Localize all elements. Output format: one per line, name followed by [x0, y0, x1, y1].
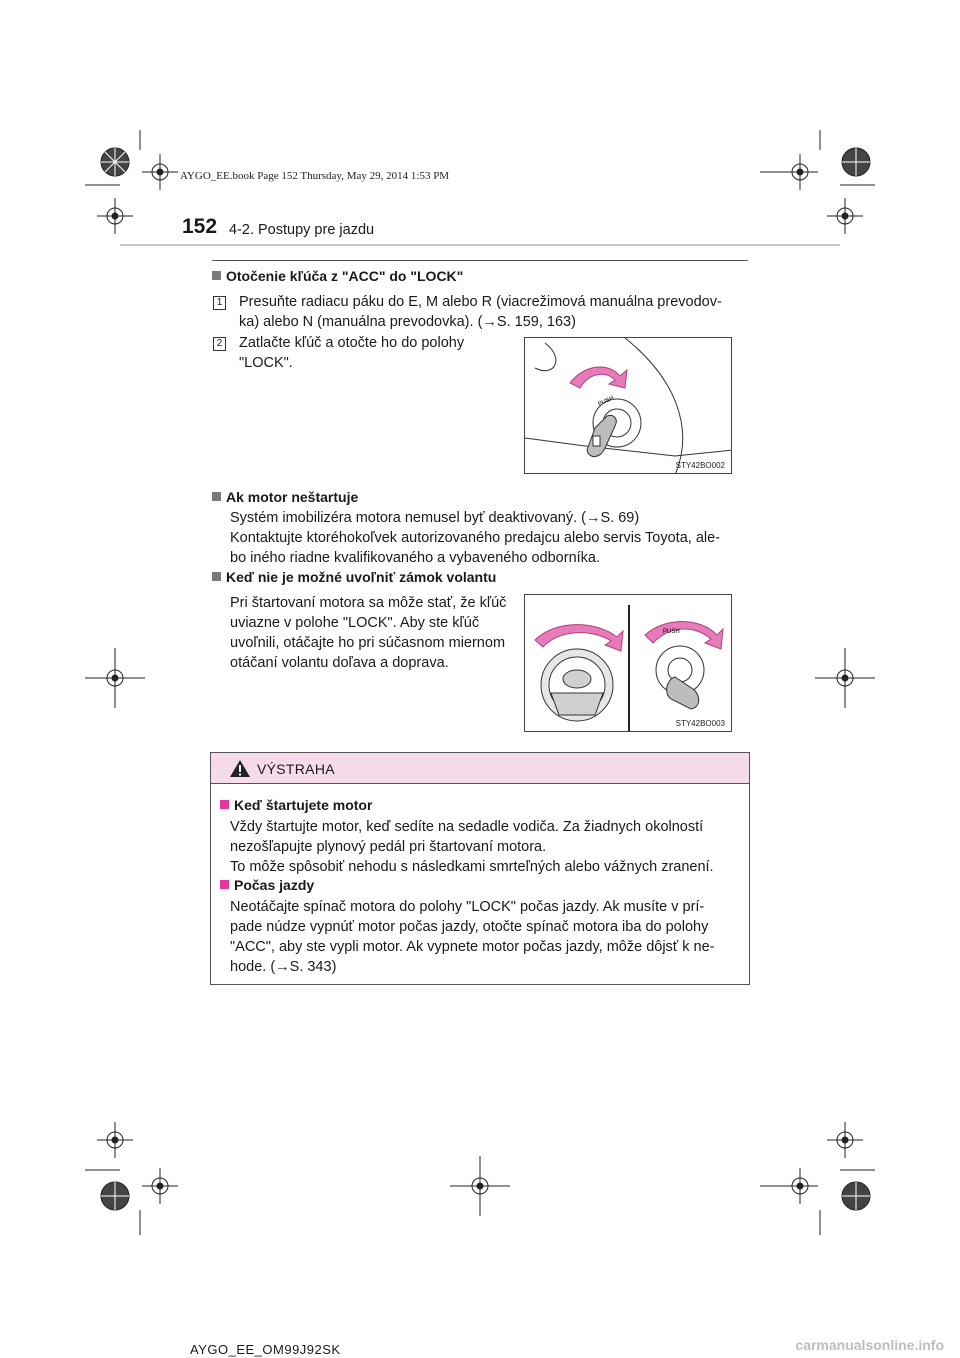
warning-item-1-heading: Keď štartujete motor — [220, 797, 372, 813]
footer-doc-code: AYGO_EE_OM99J92SK — [190, 1342, 341, 1357]
watermark: carmanualsonline.info — [795, 1337, 944, 1353]
figure-steering-wheel — [524, 594, 732, 732]
section-rule — [212, 260, 748, 261]
warning-triangle-icon — [229, 759, 251, 778]
figure-1-code: STY42BO002 — [675, 461, 725, 470]
key-turn-illustration — [525, 338, 732, 474]
figure-key-turn — [524, 337, 732, 474]
steering-wheel-illustration — [525, 595, 732, 732]
figure-2-push-label: PUSH — [663, 629, 680, 635]
bullet-square-icon — [212, 492, 221, 501]
step-1-number: 1 — [213, 296, 226, 310]
book-header: AYGO_EE.book Page 152 Thursday, May 29, 2014 1:53 PM — [180, 170, 450, 182]
warning-item-2-heading: Počas jazdy — [220, 877, 314, 893]
steering-lock-heading: Keď nie je možné uvoľniť zámok volantu — [212, 569, 496, 585]
warning-box — [210, 752, 750, 985]
acc-lock-heading: Otočenie kľúča z "ACC" do "LOCK" — [212, 268, 463, 284]
bullet-square-icon — [212, 271, 221, 280]
figure-1-push-label: PUSH — [597, 395, 615, 408]
warning-header — [211, 753, 749, 784]
section-title: 4-2. Postupy pre jazdu — [229, 222, 375, 238]
step-2-text: Zatlačte kľúč a otočte ho do polohy "LOCK". — [239, 335, 465, 371]
page-number: 152 — [182, 215, 218, 238]
warning-title: VÝSTRAHA — [257, 761, 335, 777]
figure-2-code: STY42BO003 — [675, 719, 725, 728]
no-start-heading: Ak motor neštartuje — [212, 489, 358, 505]
bullet-square-icon — [220, 800, 229, 809]
steering-lock-text: Pri štartovaní motora sa môže stať, že kľúč uviazne v polohe "LOCK". Aby ste kľúč uvoľnili, otáčajte ho pri súčasnom miernom otáčaní volantu doľava a doprava. — [230, 595, 507, 671]
warning-item-2-text: Neotáčajte spínač motora do polohy "LOCK" počas jazdy. Ak musíte v prí- pade núdze vypnúť motor počas jazdy, otočte spínač motora iba do polohy "ACC", aby ste vypli motor. Ak vypnete motor počas jazdy, môže dôjsť k ne- hode. (→S. 343) — [230, 899, 715, 975]
no-start-text: Systém imobilizéra motora nemusel byť deaktivovaný. (→S. 69) Kontaktujte ktoréhokoľvek autorizovaného predajcu alebo servis Toyota, ale- bo iného riadne kvalifikovaného a vybaveného odborníka. — [230, 510, 721, 566]
warning-item-1-text: Vždy štartujte motor, keď sedíte na sedadle vodiča. Za žiadnych okolností nezošľapujte plynový pedál pri štartovaní motora. To môže spôsobiť nehodu s následkami smrteľných alebo vážnych zranení. — [230, 819, 714, 875]
bullet-square-icon — [212, 572, 221, 581]
step-1-text: Presuňte radiacu páku do E, M alebo R (viacrežimová manuálna prevodov- ka) alebo N (manuálna prevodovka). (→S. 159, 163) — [239, 294, 722, 330]
bullet-square-icon — [220, 880, 229, 889]
header-rule — [120, 244, 840, 246]
step-2-number: 2 — [213, 337, 226, 351]
